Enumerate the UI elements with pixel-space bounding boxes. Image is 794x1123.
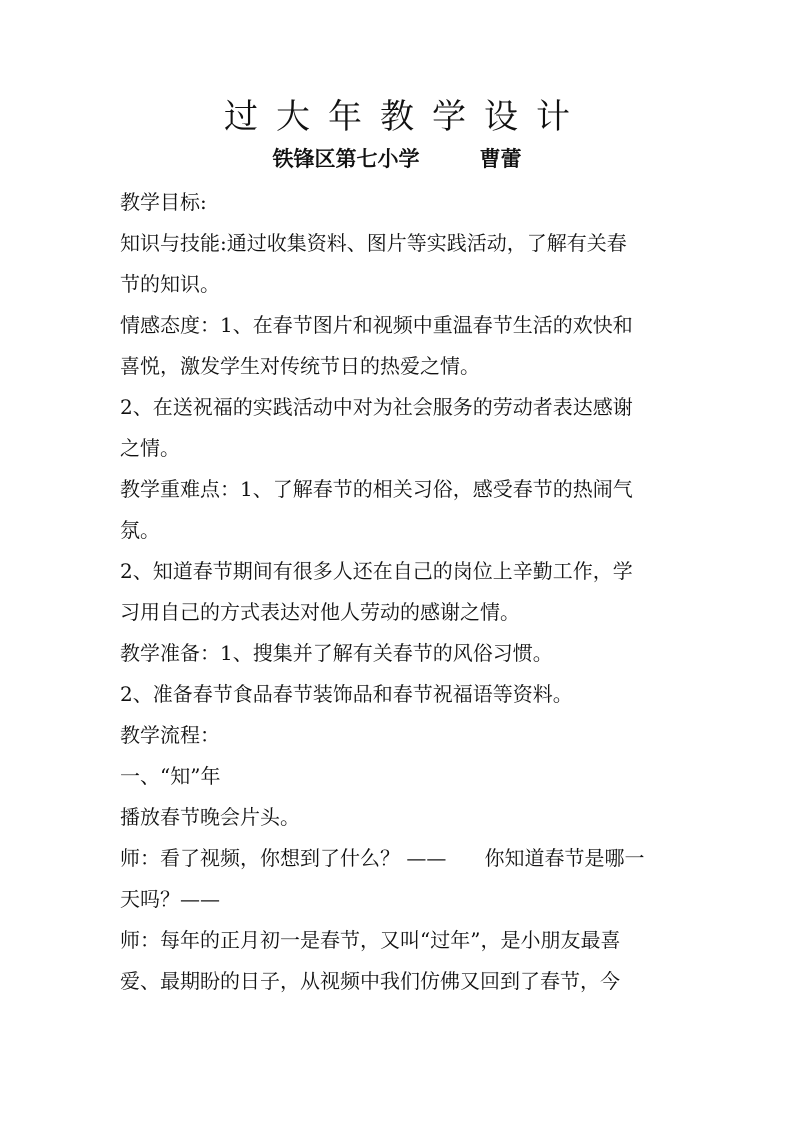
text-line: 教学目标:: [120, 190, 207, 214]
text-line: 习用自己的方式表达对他人劳动的感谢之情。: [120, 600, 520, 624]
document-title: 过大年教学设计: [224, 97, 588, 137]
document-body: [120, 182, 680, 1002]
text-line: 节的知识。: [120, 272, 220, 296]
text-line: 教学流程：: [120, 723, 220, 747]
text-line: 之情。: [120, 436, 180, 460]
text-line: 教学准备：1、搜集并了解有关春节的风俗习惯。: [120, 641, 553, 665]
school-name: 铁锋区第七小学: [272, 146, 420, 171]
author-name: 曹蕾: [479, 146, 522, 171]
text-line: 师：看了视频，你想到了什么？ —— 你知道春节是哪一: [120, 846, 645, 870]
text-line: 氛。: [120, 518, 160, 542]
text-line: 一、“知”年: [120, 764, 221, 788]
text-line: 2、准备春节食品春节装饰品和春节祝福语等资料。: [120, 682, 573, 706]
author-line: [0, 143, 794, 175]
text-line: 师：每年的正月初一是春节，又叫“过年”，是小朋友最喜: [120, 928, 621, 952]
text-line: 情感态度：1、在春节图片和视频中重温春节生活的欢快和: [120, 313, 633, 337]
text-line: 知识与技能:通过收集资料、图片等实践活动，了解有关春: [120, 231, 627, 255]
text-line: 教学重难点：1、了解春节的相关习俗，感受春节的热闹气: [120, 477, 633, 501]
text-line: 爱、最期盼的日子，从视频中我们仿佛又回到了春节，今: [120, 969, 620, 993]
text-line: 喜悦，激发学生对传统节日的热爱之情。: [120, 354, 480, 378]
text-line: 2、知道春节期间有很多人还在自己的岗位上辛勤工作，学: [120, 559, 633, 583]
text-line: 天吗？——: [120, 887, 220, 911]
text-line: 播放春节晚会片头。: [120, 805, 300, 829]
text-line: 2、在送祝福的实践活动中对为社会服务的劳动者表达感谢: [120, 395, 633, 419]
